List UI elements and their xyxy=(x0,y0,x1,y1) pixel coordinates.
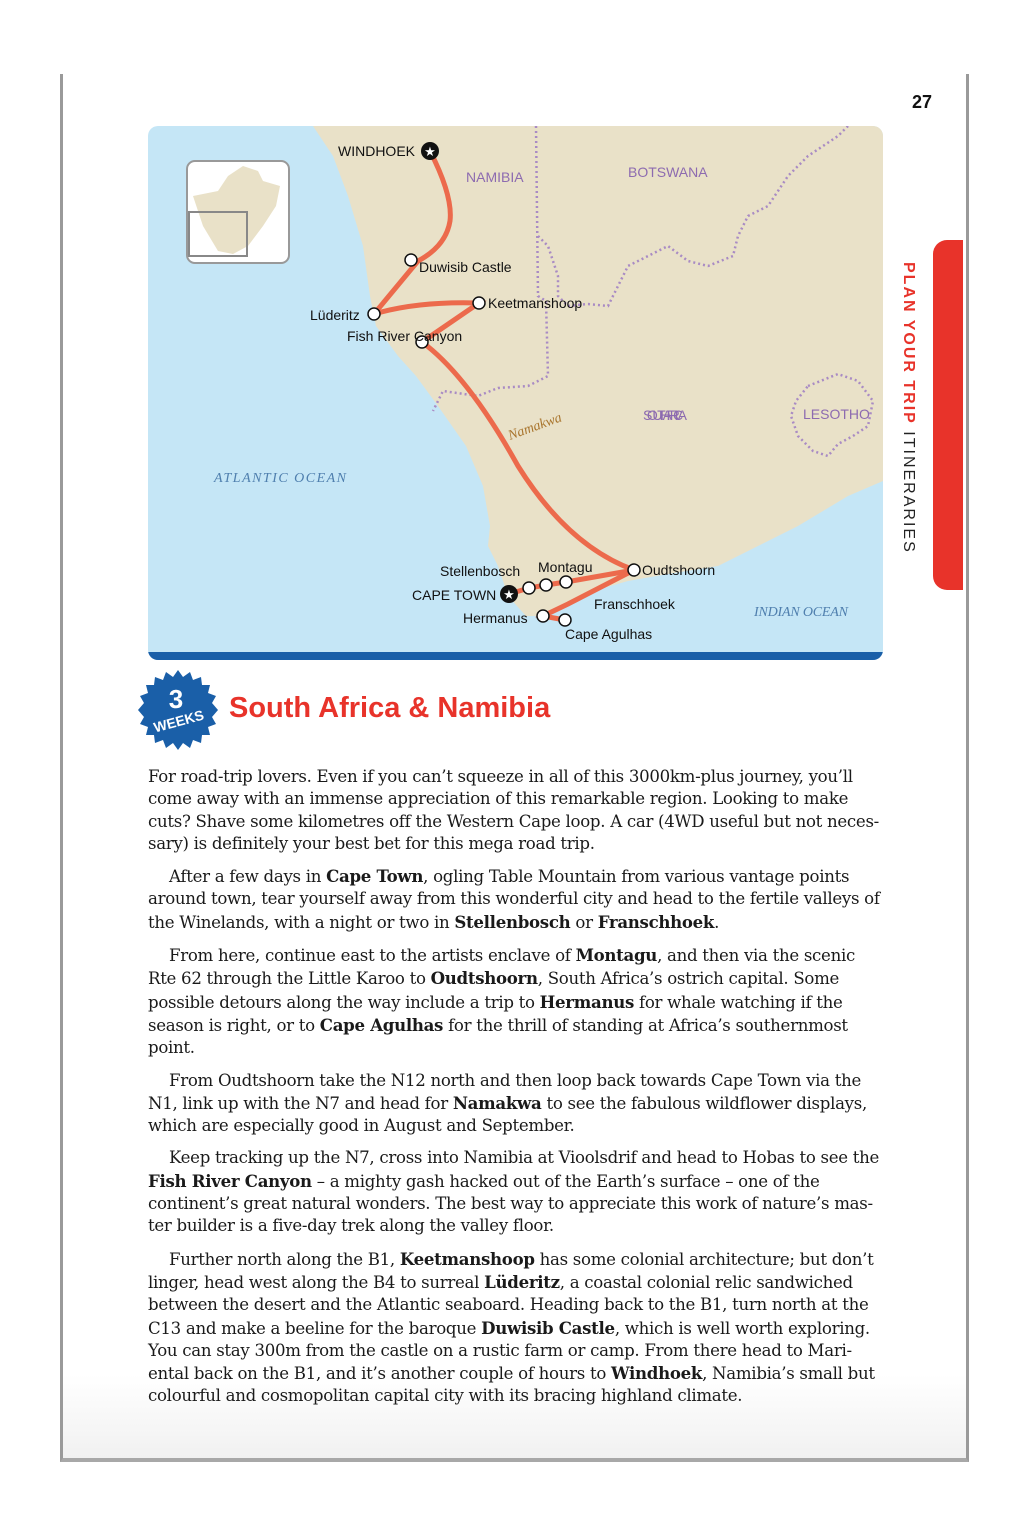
label-indian: INDIAN OCEAN xyxy=(754,605,854,620)
svg-text:★: ★ xyxy=(503,587,515,602)
paragraph xyxy=(148,865,883,934)
section-label-normal: ITINERARIES xyxy=(900,431,917,554)
label-fish-river: Fish River Canyon xyxy=(347,328,463,344)
text-run: has some colonial architecture; but don’t linger, head west along the B4 to surreal xyxy=(148,1249,874,1292)
place-name: Hermanus xyxy=(539,991,635,1012)
text-run: , Namibia’s small but colourful and cosmopolitan capital city with its bracing highland climate. xyxy=(148,1364,875,1406)
text-run: From Oudtshoorn take the N12 north and then loop back towards Cape Town via the N1, link up with the N7 and head for xyxy=(148,1070,862,1113)
page-number: 27 xyxy=(912,92,933,112)
duration-badge xyxy=(138,670,218,750)
svg-text:★: ★ xyxy=(424,144,436,159)
label-duwisib: Duwisib Castle xyxy=(419,259,512,275)
paragraph xyxy=(148,944,883,1059)
place-name: Namakwa xyxy=(452,1092,542,1113)
route-map xyxy=(148,126,883,660)
place-name: Windhoek xyxy=(611,1363,703,1384)
place-name: Stellenbosch xyxy=(454,911,571,932)
map-bottom-bar xyxy=(148,652,883,660)
label-stellenbosch: Stellenbosch xyxy=(440,563,521,579)
text-run: for whale watching if the season is right, or to xyxy=(148,992,843,1035)
label-botswana: BOTSWANA xyxy=(628,164,708,180)
text-run: Further north along the B1, xyxy=(169,1249,400,1269)
label-namibia: NAMIBIA xyxy=(466,169,524,185)
itinerary-title: South Africa & Namibia xyxy=(229,692,551,724)
badge-number: 3 xyxy=(168,684,184,714)
text-run: For road-trip lovers. Even if you can’t squeeze in all of this 3000km-plus journey, you’ll come away with an immense appreciation of this remarkable region. Looking to make cuts? Shave some kilometres off the Western Cape loop. A car (4WD useful but not necessary) is definitely your best bet for this mega road trip. xyxy=(148,767,880,853)
text-run: , and then via the scenic Rte 62 through the Little Karoo to xyxy=(148,946,855,989)
text-run: for the thrill of standing at Africa’s southernmost point. xyxy=(148,1015,848,1058)
text-run: From here, continue east to the artists enclave of xyxy=(169,946,576,966)
label-oudtshoorn: Oudtshoorn xyxy=(642,562,716,578)
text-run: to see the fabulous wildflower displays, which are especially good in August and September. xyxy=(148,1093,867,1136)
section-label-bold: PLAN YOUR TRIP xyxy=(900,262,917,425)
label-windhoek: WINDHOEK xyxy=(338,143,415,159)
text-run: , a coastal colonial relic sandwiched between the desert and the Atlantic seaboard. Heading back to the B1, turn north at the C13 and make a beeline for the baroque xyxy=(148,1272,869,1338)
label-atlantic: ATLANTIC OCEAN xyxy=(214,471,352,486)
paragraph xyxy=(148,1147,883,1237)
text-run: , which is well worth exploring. You can stay 300m from the castle on a rustic farm or camp. From there head to Mariental back on the B1, and it’s another couple of hours to xyxy=(148,1318,870,1384)
label-lesotho: LESOTHO xyxy=(803,406,870,422)
paragraph xyxy=(148,1248,883,1408)
text-run: or xyxy=(570,912,598,932)
label-namakwa: Namakwa xyxy=(506,410,564,444)
label-montagu: Montagu xyxy=(538,559,593,575)
place-name: Cape Agulhas xyxy=(319,1014,444,1035)
place-name: Franschhoek xyxy=(597,911,715,932)
place-name: Cape Town xyxy=(326,866,424,887)
text-run: – a mighty gash hacked out of the Earth’s surface – one of the continent’s great natural wonders. The best way to appreciate this work of nature’s master builder is a five-day trek along the valley floor. xyxy=(148,1171,874,1236)
label-keetmanshoop: Keetmanshoop xyxy=(488,295,583,311)
label-luderitz: Lüderitz xyxy=(310,307,360,323)
text-run: After a few days in xyxy=(169,867,327,887)
place-name: Montagu xyxy=(575,945,658,966)
itinerary-body xyxy=(148,766,883,1418)
text-run: , ogling Table Mountain from various vantage points around town, tear yourself away from this wonderful city and head to the fertile valleys of the Winelands, with a night or two in xyxy=(148,867,880,932)
place-name: Lüderitz xyxy=(484,1271,560,1292)
place-name: Oudtshoorn xyxy=(430,968,538,989)
section-label xyxy=(899,262,917,554)
label-hermanus: Hermanus xyxy=(463,610,528,626)
place-name: Fish River Canyon xyxy=(148,1170,312,1191)
text-run: Keep tracking up the N7, cross into Namibia at Vioolsdrif and head to Hobas to see the xyxy=(169,1148,880,1168)
section-tab xyxy=(933,240,963,590)
place-name: Keetmanshoop xyxy=(399,1248,535,1269)
label-south-africa: SOUTH AFRICA xyxy=(643,407,687,423)
label-cape-town: CAPE TOWN xyxy=(412,587,497,603)
paragraph xyxy=(148,1070,883,1138)
place-name: Duwisib Castle xyxy=(481,1317,615,1338)
badge-unit: WEEKS xyxy=(151,706,206,736)
text-run: . xyxy=(714,912,720,932)
locator-inset xyxy=(187,161,289,263)
label-cape-agulhas: Cape Agulhas xyxy=(565,626,653,642)
text-run: , South Africa’s ostrich capital. Some possible detours along the way include a trip to xyxy=(148,969,840,1012)
paragraph xyxy=(148,766,883,855)
label-franschhoek: Franschhoek xyxy=(594,596,675,612)
